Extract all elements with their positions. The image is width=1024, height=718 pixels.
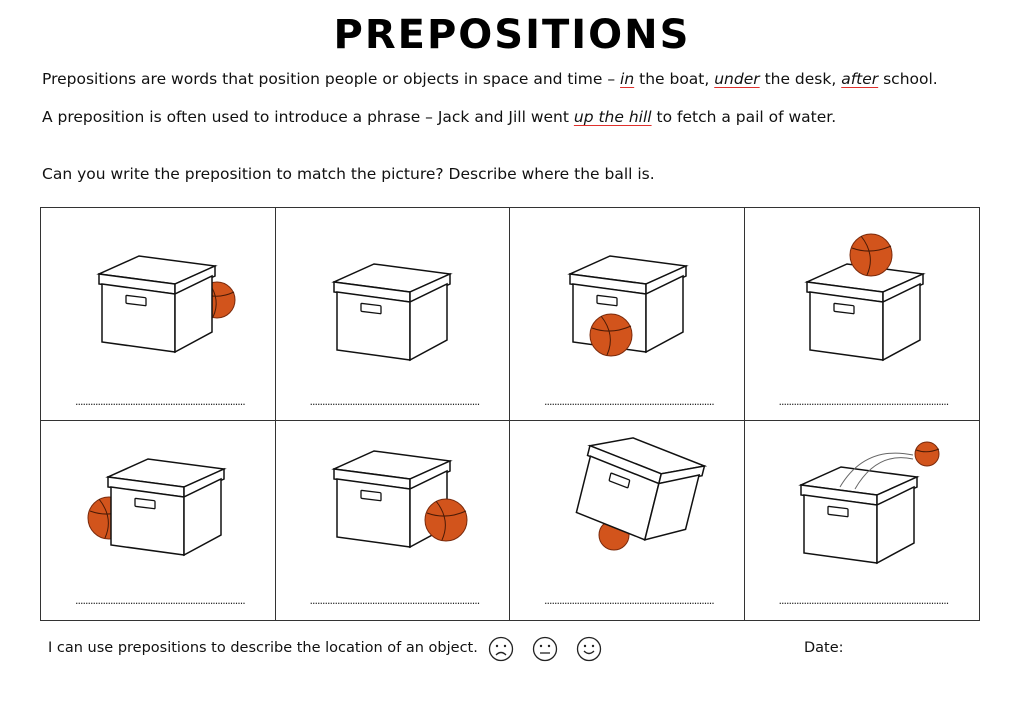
box-ball-illustration [41, 421, 275, 621]
box-icon [807, 264, 923, 360]
box-icon [334, 264, 450, 360]
example-in: in [620, 70, 635, 88]
question: Can you write the preposition to match the picture? Describe where the ball is. [42, 165, 655, 183]
picture-cell-on [745, 208, 980, 421]
self-assessment-faces [488, 636, 602, 662]
picture-cell-under [510, 421, 745, 620]
answer-line[interactable]: .................................................................... [75, 395, 245, 408]
ball [850, 234, 892, 276]
picture-grid [40, 207, 980, 621]
intro-text: the boat, [634, 70, 715, 88]
box-icon [801, 467, 917, 563]
example-up-the-hill: up the hill [573, 108, 652, 126]
box-ball-illustration [510, 421, 744, 621]
intro-text: to fetch a pail of water. [651, 108, 837, 126]
box-icon [108, 459, 224, 555]
date-label: Date: [804, 640, 844, 656]
neutral-face-icon[interactable] [532, 636, 558, 662]
example-after: after [841, 70, 879, 88]
example-under: under [714, 70, 760, 88]
box-ball-illustration [276, 208, 510, 420]
ball [590, 314, 632, 356]
answer-line[interactable]: .................................................................... [75, 594, 245, 607]
happy-face-icon[interactable] [576, 636, 602, 662]
ball [425, 499, 467, 541]
picture-cell-in [276, 208, 511, 421]
intro-line-1 [42, 70, 938, 88]
self-assessment-statement: I can use prepositions to describe the location of an object. [48, 640, 478, 656]
answer-line[interactable]: .................................................................... [778, 594, 949, 607]
box-ball-illustration [745, 421, 979, 621]
intro-text: the desk, [759, 70, 842, 88]
answer-line[interactable]: .................................................................... [309, 594, 480, 607]
picture-cell-beside [276, 421, 511, 620]
picture-cell-over [745, 421, 980, 620]
box-ball-illustration [745, 208, 979, 420]
answer-line[interactable]: .................................................................... [309, 395, 480, 408]
answer-line[interactable]: .................................................................... [778, 395, 949, 408]
picture-cell-behind [41, 208, 276, 421]
picture-cell-in-front-of [510, 208, 745, 421]
intro-text: Prepositions are words that position people or objects in space and time – [42, 70, 621, 88]
box-icon [99, 256, 215, 352]
box-ball-illustration [276, 421, 510, 621]
picture-cell-behind-2 [41, 421, 276, 620]
intro-text: A preposition is often used to introduce a phrase – Jack and Jill went [42, 108, 574, 126]
box-icon [571, 428, 707, 549]
box-ball-illustration [510, 208, 744, 420]
intro-line-2 [42, 108, 836, 126]
sad-face-icon[interactable] [488, 636, 514, 662]
ball [915, 442, 939, 466]
intro-text: school. [878, 70, 938, 88]
page-title: PREPOSITIONS [333, 12, 691, 58]
answer-line[interactable]: .................................................................... [544, 395, 714, 408]
box-ball-illustration [41, 208, 275, 420]
answer-line[interactable]: .................................................................... [544, 594, 714, 607]
